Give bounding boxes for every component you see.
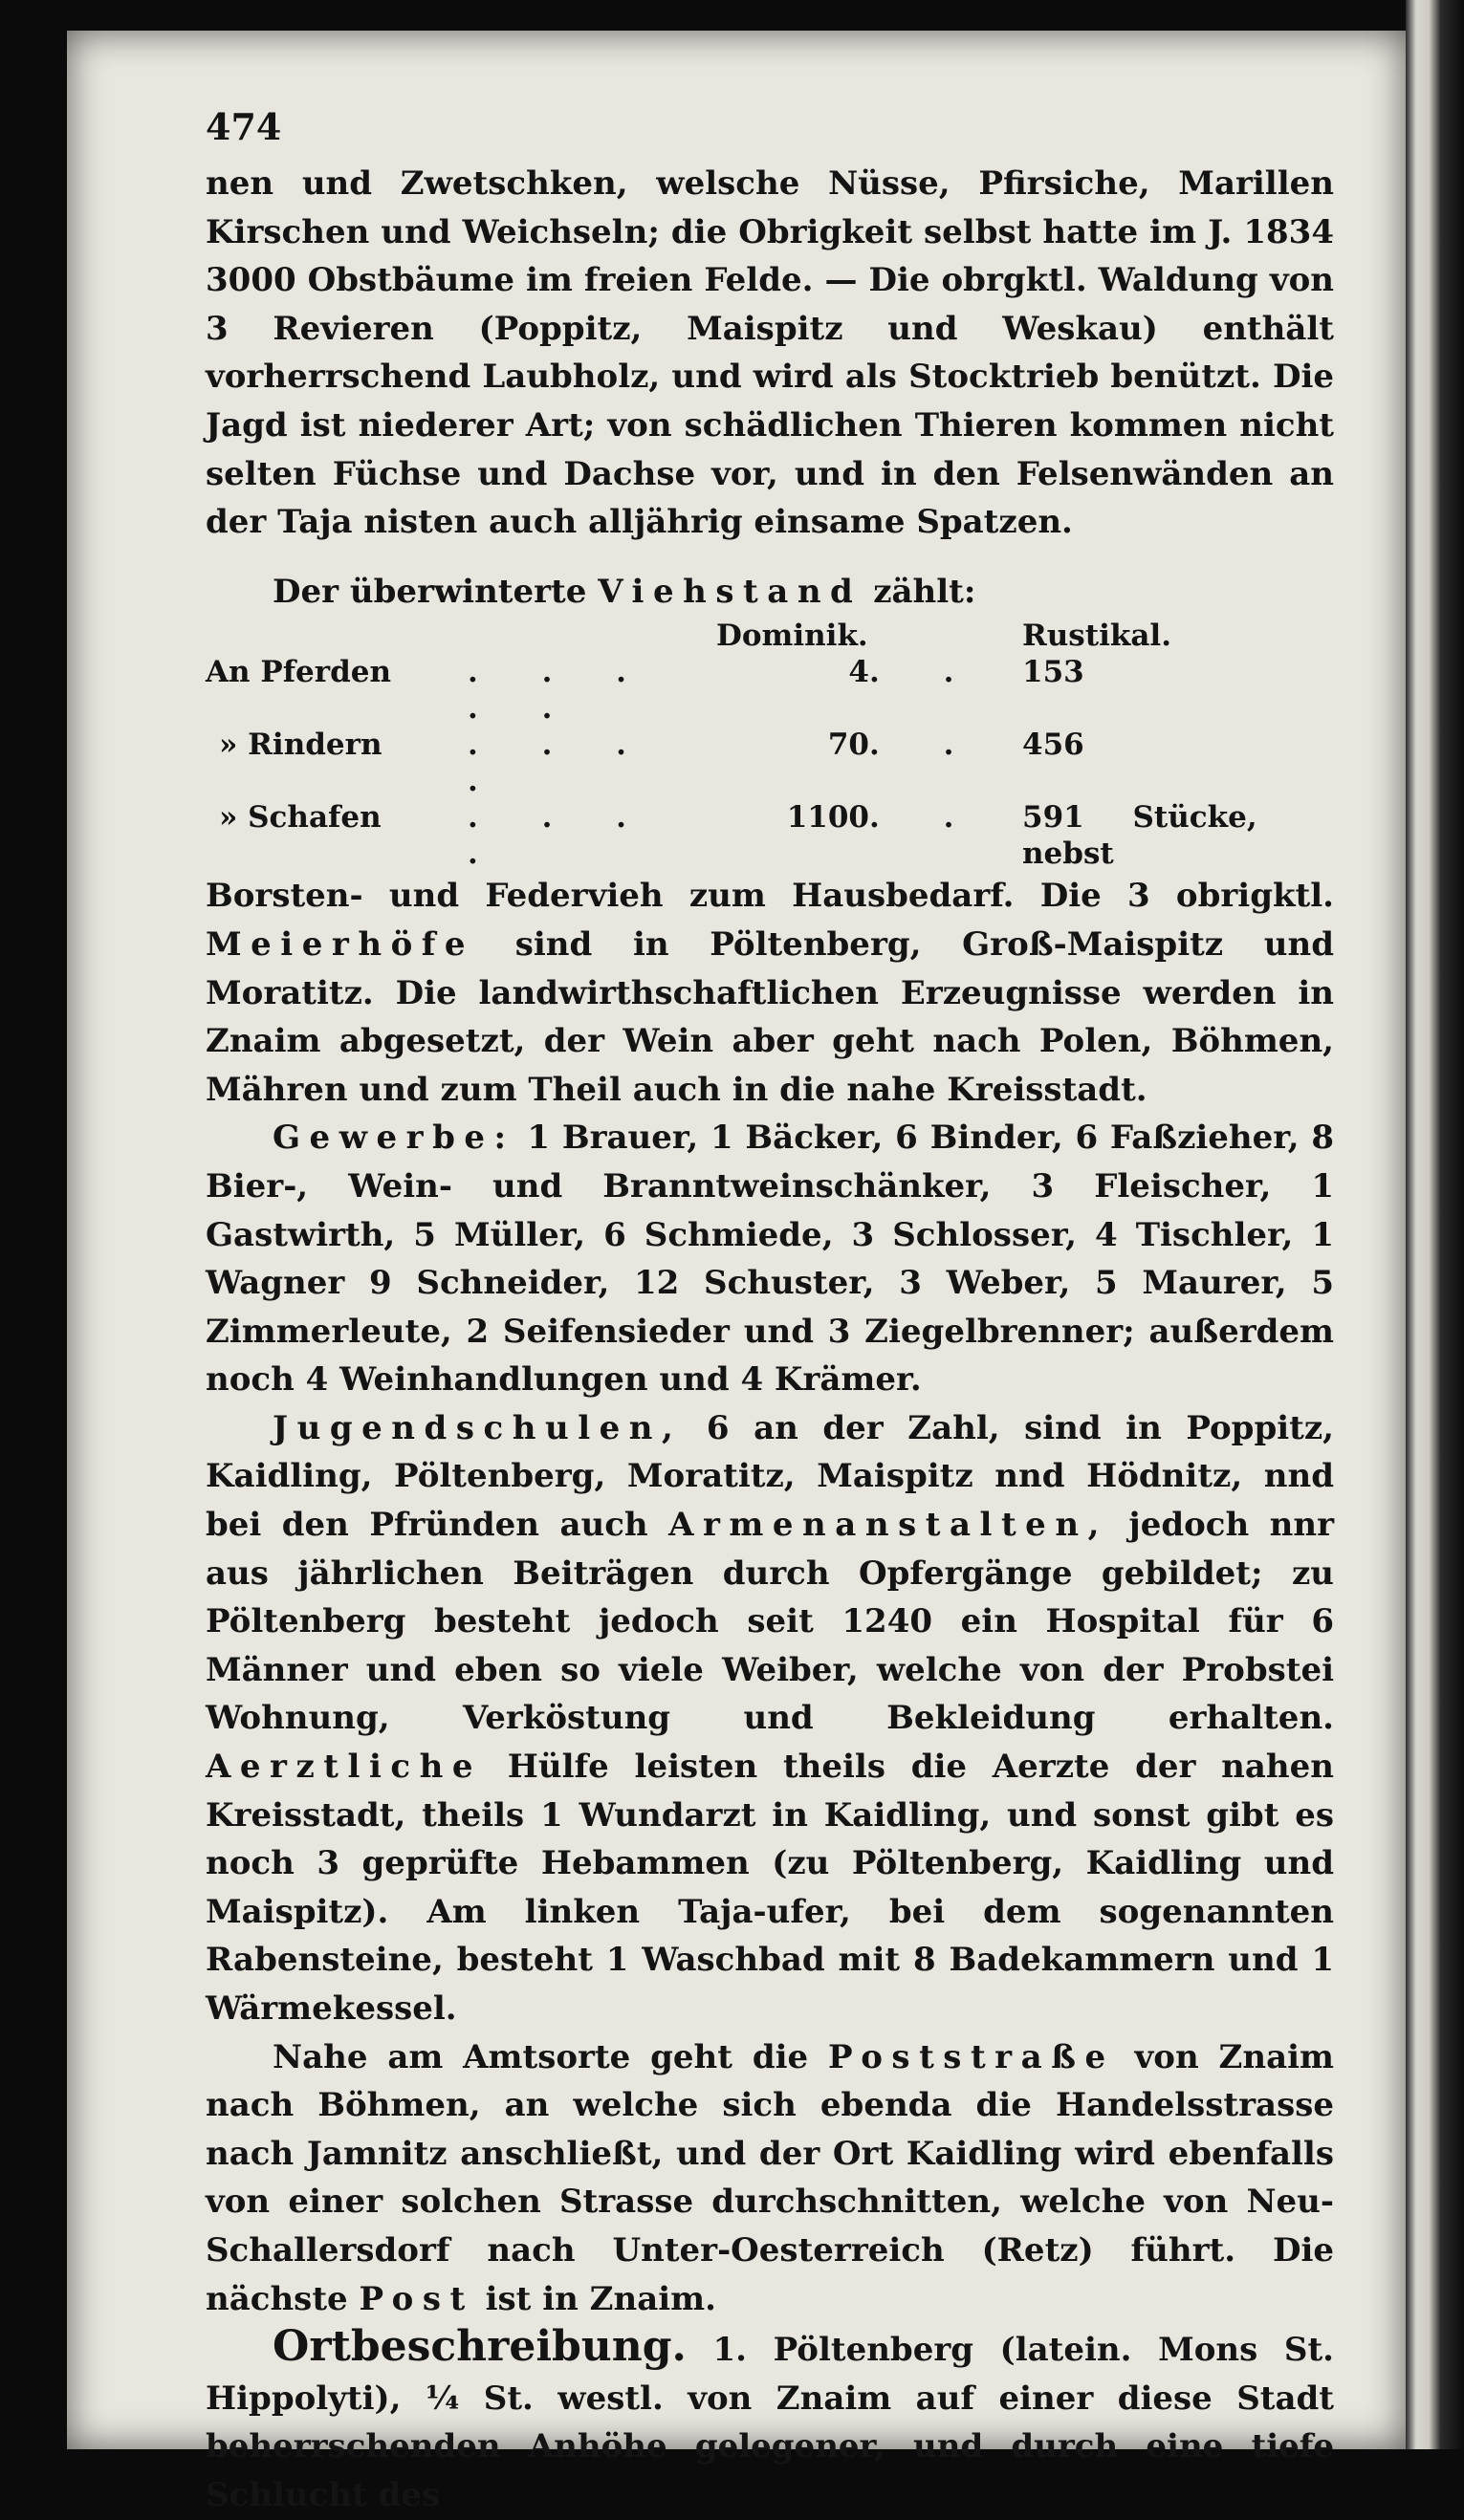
row-dots: . . xyxy=(869,728,981,763)
livestock-header-row xyxy=(206,618,1334,654)
row-dots: . . xyxy=(869,655,981,690)
row-rustikal xyxy=(1022,727,1334,799)
schulen-text-3: Hülfe leisten theils die Aerzte der nahen Kreisstadt, theils 1 Wundarzt in Kaidling, und sonst gibt es noch 3 geprüfte Hebammen (zu Pöltenberg, Kaidling und Maispitz). Am linken Taja-ufer, bei dem sogenannten Rabensteine, besteht 1 Waschbad mit 8 Badekammern und 1 Wärmekessel. xyxy=(206,1748,1334,2028)
ortbeschreibung-title: Ortbeschreibung. xyxy=(273,2322,687,2372)
table-row xyxy=(206,727,1334,799)
meierhoefe-pre: Borsten- und Federvieh zum Hausbedarf. Die 3 obrigktl. xyxy=(206,877,1334,916)
row-rustikal xyxy=(1022,799,1334,872)
gewerbe-word: Gewerbe: xyxy=(273,1119,515,1158)
table-row xyxy=(206,654,1334,727)
row-dominik: 1100 xyxy=(786,800,869,836)
adjacent-page-edge xyxy=(1406,0,1464,2449)
row-dots: . . . . . xyxy=(468,655,653,727)
row-rustikal-value: 591 xyxy=(1022,800,1084,836)
paragraph-schulen xyxy=(206,1404,1334,2033)
page-content xyxy=(206,105,1334,2520)
meierhoefe-word: Meierhöfe xyxy=(206,924,475,964)
row-dots: . . . . xyxy=(468,800,653,872)
col-dominik: Dominik. xyxy=(716,619,868,654)
jugendschulen-word: Jugendschulen, xyxy=(273,1408,683,1447)
row-dots: . . . . xyxy=(468,728,653,799)
col-rustikal: Rustikal. xyxy=(1022,619,1171,654)
row-label: An Pferden xyxy=(206,655,392,690)
viehstand-intro-word: Viehstand xyxy=(598,572,863,611)
row-rustikal xyxy=(1022,654,1334,727)
livestock-table xyxy=(206,618,1334,872)
viehstand-intro-post: zählt: xyxy=(873,572,976,611)
meierhoefe-post: sind in Pöltenberg, Groß-Maispitz und Moratitz. Die landwirthschaftlichen Erzeugnisse werden in Znaim abgesetzt, der Wein aber geht nach Polen, Böhmen, Mähren und zum Theil auch in die nahe Kreisstadt. xyxy=(206,924,1334,1109)
armenanstalten-word: Armenanstalten, xyxy=(668,1506,1108,1545)
paragraph-gewerbe xyxy=(206,1114,1334,1404)
aerztliche-word: Aerztliche xyxy=(206,1748,483,1787)
row-rustikal-value: 153 xyxy=(1022,655,1084,690)
viehstand-intro xyxy=(206,568,1334,617)
row-dominik: 70 xyxy=(827,728,869,763)
row-dots: . . xyxy=(869,800,981,836)
paragraph-post xyxy=(206,2033,1334,2324)
row-label: » Schafen xyxy=(219,800,382,836)
row-dominik: 4 xyxy=(848,655,869,690)
schulen-text-1: 6 an der Zahl, sind in Poppitz, Kaidling, Pöltenberg, Moratitz, Maispitz nnd Hödnitz, nnd bei den Pfründen auch xyxy=(206,1408,1334,1545)
post-pre: Nahe am Amtsorte geht die xyxy=(273,2037,809,2076)
row-rustikal-value: 456 xyxy=(1022,728,1084,763)
schulen-text-2: jedoch nnr aus jährlichen Beiträgen durch Opfergänge gebildet; zu Pöltenberg besteht jedoch seit 1240 ein Hospital für 6 Männer und eben so viele Weiber, welche von der Probstei Wohnung, Verköstung und Bekleidung erhalten. xyxy=(206,1506,1334,1738)
paragraph-ortbeschreibung xyxy=(206,2323,1334,2519)
post-end: ist in Znaim. xyxy=(485,2279,716,2318)
post-word: Post xyxy=(359,2279,474,2318)
gewerbe-text: 1 Brauer, 1 Bäcker, 6 Binder, 6 Faßzieher, 8 Bier-, Wein- und Branntweinschänker, 3 Fleischer, 1 Gastwirth, 5 Müller, 6 Schmiede, 3 Schlosser, 4 Tischler, 1 Wagner 9 Schneider, 12 Schuster, 3 Weber, 5 Maurer, 5 Zimmerleute, 2 Seifensieder und 3 Ziegelbrenner; außerdem noch 4 Weinhandlungen und 4 Krämer. xyxy=(206,1119,1335,1400)
ortbeschreibung-text: 1. Pöltenberg (latein. Mons St. Hippolyti), ¼ St. westl. von Znaim auf einer diese Stadt beherrschenden Anhöhe gelegener, und durch eine tiefe Schlucht des xyxy=(206,2331,1334,2514)
poststrasse-word: Poststraße xyxy=(828,2037,1115,2076)
page-number: 474 xyxy=(206,105,282,148)
table-row xyxy=(206,799,1334,872)
row-extra: Stücke, nebst xyxy=(1022,800,1257,872)
post-mid: von Znaim nach Böhmen, an welche sich ebenda die Handelsstrasse nach Jamnitz anschließt, und der Ort Kaidling wird ebenfalls von einer solchen Strasse durchschnitten, welche von Neu-Schallersdorf nach Unter-Oesterreich (Retz) führt. Die nächste xyxy=(206,2037,1334,2318)
viehstand-intro-pre: Der überwinterte xyxy=(273,572,587,611)
paragraph-fruits-forest: nen und Zwetschken, welsche Nüsse, Pfirsiche, Marillen Kirschen und Weichseln; die Obrigkeit selbst hatte im J. 1834 3000 Obstbäume im freien Felde. — Die obrgktl. Waldung von 3 Revieren (Poppitz, Maispitz und Weskau) enthält vorherrschend Laubholz, und wird als Stocktrieb benützt. Die Jagd ist niederer Art; von schädlichen Thieren kommen nicht selten Füchse und Dachse vor, und in den Felsenwänden an der Taja nisten auch alljährig einsame Spatzen. xyxy=(206,164,1334,542)
row-label: » Rindern xyxy=(219,728,382,763)
paragraph-meierhoefe xyxy=(206,872,1334,1114)
